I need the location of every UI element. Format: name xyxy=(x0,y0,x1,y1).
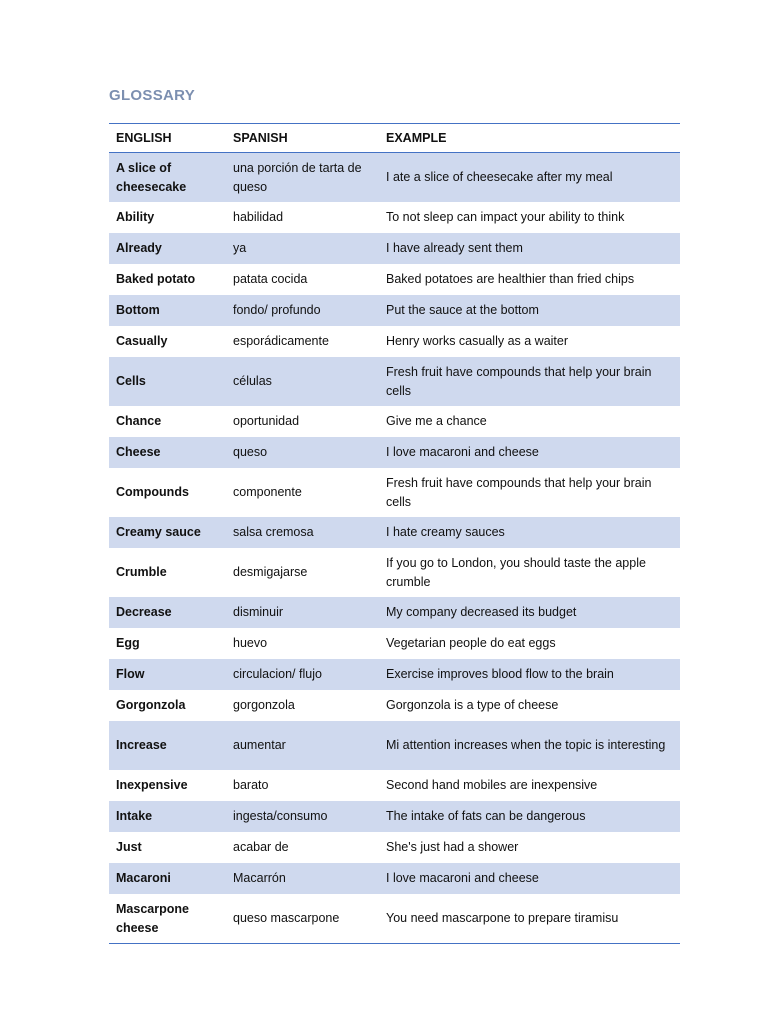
table-row xyxy=(109,548,680,597)
spanish-translation: salsa cremosa xyxy=(226,517,379,548)
example-sentence: Give me a chance xyxy=(386,414,487,429)
table-row xyxy=(109,801,680,832)
table-row xyxy=(109,357,680,406)
spanish-translation: habilidad xyxy=(233,210,284,225)
english-term: Inexpensive xyxy=(116,778,188,793)
example-sentence: My company decreased its budget xyxy=(379,597,680,628)
example-sentence: I have already sent them xyxy=(379,233,680,264)
table-row xyxy=(109,832,680,863)
example-sentence: If you go to London, you should taste the apple crumble xyxy=(386,556,646,589)
example-sentence: Exercise improves blood flow to the brain xyxy=(379,659,680,690)
spanish-translation: queso xyxy=(226,437,379,468)
table-row xyxy=(109,153,680,203)
spanish-translation: una porción de tarta de queso xyxy=(226,153,379,203)
table-row xyxy=(109,659,680,690)
spanish-translation: barato xyxy=(233,778,269,793)
example-sentence: I hate creamy sauces xyxy=(379,517,680,548)
table-row xyxy=(109,863,680,894)
spanish-translation: desmigajarse xyxy=(233,565,308,580)
header-row xyxy=(109,124,680,153)
table-row xyxy=(109,597,680,628)
table-row xyxy=(109,628,680,659)
english-term: Crumble xyxy=(116,565,167,580)
english-term: Increase xyxy=(109,721,226,770)
table-row xyxy=(109,295,680,326)
table-row xyxy=(109,437,680,468)
spanish-translation: oportunidad xyxy=(233,414,300,429)
english-term: Mascarpone cheese xyxy=(116,902,189,935)
table-row xyxy=(109,468,680,517)
english-term: Just xyxy=(116,840,142,855)
english-term: A slice of cheesecake xyxy=(109,153,226,203)
example-sentence: Baked potatoes are healthier than fried chips xyxy=(386,272,635,287)
spanish-translation: disminuir xyxy=(226,597,379,628)
table-row xyxy=(109,770,680,801)
table-row xyxy=(109,202,680,233)
example-sentence: Mi attention increases when the topic is interesting xyxy=(379,721,680,770)
column-header-spanish: SPANISH xyxy=(226,124,379,153)
table-row xyxy=(109,721,680,770)
spanish-translation: fondo/ profundo xyxy=(226,295,379,326)
english-term: Bottom xyxy=(109,295,226,326)
column-header-example: EXAMPLE xyxy=(379,124,680,153)
table-row xyxy=(109,894,680,944)
english-term: Chance xyxy=(116,414,162,429)
example-sentence: To not sleep can impact your ability to think xyxy=(386,210,625,225)
table-row xyxy=(109,326,680,357)
english-term: Decrease xyxy=(109,597,226,628)
page-title: GLOSSARY xyxy=(109,87,196,104)
spanish-translation: aumentar xyxy=(226,721,379,770)
english-term: Already xyxy=(109,233,226,264)
table-row xyxy=(109,264,680,295)
english-term: Creamy sauce xyxy=(109,517,226,548)
english-term: Baked potato xyxy=(116,272,196,287)
spanish-translation: Macarrón xyxy=(226,863,379,894)
spanish-translation: circulacion/ flujo xyxy=(226,659,379,690)
example-sentence: Fresh fruit have compounds that help your brain cells xyxy=(379,357,680,406)
example-sentence: I love macaroni and cheese xyxy=(379,437,680,468)
spanish-translation: ya xyxy=(226,233,379,264)
example-sentence: The intake of fats can be dangerous xyxy=(379,801,680,832)
english-term: Macaroni xyxy=(109,863,226,894)
spanish-translation: huevo xyxy=(233,636,268,651)
example-sentence: Put the sauce at the bottom xyxy=(379,295,680,326)
english-term: Casually xyxy=(116,334,168,349)
spanish-translation: componente xyxy=(233,485,302,500)
spanish-translation: gorgonzola xyxy=(233,698,295,713)
column-header-english: ENGLISH xyxy=(109,124,226,153)
spanish-translation: ingesta/consumo xyxy=(226,801,379,832)
english-term: Cheese xyxy=(109,437,226,468)
example-sentence: She's just had a shower xyxy=(386,840,519,855)
spanish-translation: esporádicamente xyxy=(233,334,329,349)
english-term: Gorgonzola xyxy=(116,698,186,713)
example-sentence: Henry works casually as a waiter xyxy=(386,334,569,349)
glossary-table xyxy=(109,123,680,944)
english-term: Intake xyxy=(109,801,226,832)
spanish-translation: queso mascarpone xyxy=(233,911,340,926)
example-sentence: You need mascarpone to prepare tiramisu xyxy=(386,911,619,926)
table-row xyxy=(109,517,680,548)
spanish-translation: acabar de xyxy=(233,840,289,855)
english-term: Cells xyxy=(109,357,226,406)
spanish-translation: células xyxy=(226,357,379,406)
example-sentence: I love macaroni and cheese xyxy=(379,863,680,894)
english-term: Compounds xyxy=(116,485,189,500)
english-term: Flow xyxy=(109,659,226,690)
table-row xyxy=(109,233,680,264)
table-row xyxy=(109,690,680,721)
example-sentence: Gorgonzola is a type of cheese xyxy=(386,698,559,713)
example-sentence: Fresh fruit have compounds that help your brain cells xyxy=(386,476,652,509)
example-sentence: I ate a slice of cheesecake after my meal xyxy=(379,153,680,203)
example-sentence: Second hand mobiles are inexpensive xyxy=(386,778,598,793)
table-row xyxy=(109,406,680,437)
spanish-translation: patata cocida xyxy=(233,272,308,287)
english-term: Egg xyxy=(116,636,140,651)
english-term: Ability xyxy=(116,210,155,225)
example-sentence: Vegetarian people do eat eggs xyxy=(386,636,556,651)
